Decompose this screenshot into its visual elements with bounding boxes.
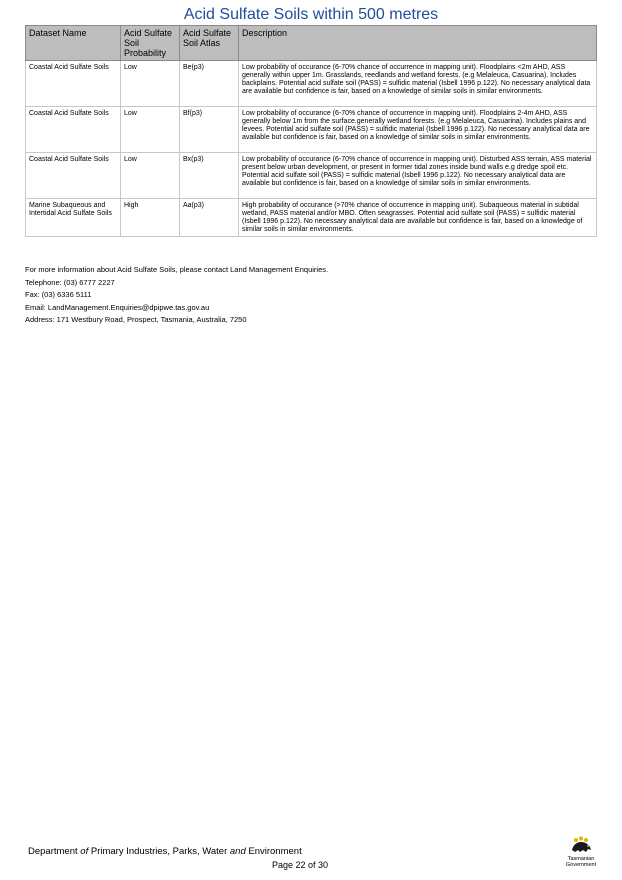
table-row [26,107,597,153]
page-title: Acid Sulfate Soils within 500 metres [183,6,439,23]
atlas-cell: Bf(p3) [180,107,239,153]
table-header-row [26,26,597,61]
column-header-description: Description [239,26,597,61]
contact-fax: Fax: (03) 6336 5111 [25,290,92,299]
contact-email: Email: LandManagement.Enquiries@dpipwe.tas.gov.au [25,302,210,312]
logo-text-line2: Government [565,862,597,868]
column-header-dataset-name: Dataset Name [26,26,121,61]
atlas-cell: Bx(p3) [180,153,239,199]
contact-address: Address: 171 Westbury Road, Prospect, Tasmania, Australia, 7250 [25,315,247,324]
atlas-cell: Aa(p3) [180,199,239,237]
atlas-cell: Be(p3) [180,61,239,107]
probability-cell: Low [121,153,180,199]
probability-cell: High [121,199,180,237]
column-header-atlas: Acid Sulfate Soil Atlas [180,26,239,61]
contact-telephone: Telephone: (03) 6777 2227 [25,277,115,287]
description-cell: High probability of occurance (>70% chance of occurrence in mapping unit). Subaqueous material in subtidal wetland, PASS material and/or MBO. Often seagrasses. Potential acid sulfate soil (PASS) = sulfidic material (Isbell 1996 p.122). No necessary analytical data are available but confidence is fair, based on a knowledge of similar soils in similar environments. [239,199,597,237]
probability-cell: Low [121,61,180,107]
table-row [26,199,597,237]
dataset-name-cell: Coastal Acid Sulfate Soils [26,107,121,153]
tasmanian-government-logo [556,836,606,874]
probability-cell: Low [121,107,180,153]
dataset-name-cell: Coastal Acid Sulfate Soils [26,153,121,199]
dataset-name-cell: Marine Subaqueous and Intertidal Acid Sulfate Soils [26,199,121,237]
acid-sulfate-soils-table [25,25,597,237]
column-header-probability: Acid Sulfate Soil Probability [121,26,180,61]
description-cell: Low probability of occurance (6-70% chance of occurrence in mapping unit). Floodplains 2-4m AHD, ASS generally below 1m from the surface.generally wetland forests. (e.g Melaleuca, Casuarina). Includes plains and levees. Potential acid sulfate soil (PASS) = sulfidic material (Isbell 1996 p.122). No necessary analytical data are available but confidence is fair, based on a knowledge of similar soils in similar environments. [239,107,597,153]
logo-text-line1: Tasmanian [567,856,595,862]
footer-department-name: Department of Primary Industries, Parks, Water and Environment [28,846,302,857]
description-cell: Low probability of occurance (6-70% chance of occurrence in mapping unit). Floodplains <2m AHD, ASS generally within upper 1m. Grasslands, reedlands and wetland forests. (e.g Melaleuca, Casuarina). Includes backplains. Potential acid sulfate soil (PASS) = sulfidic material (Isbell 1996 p.122). No necessary analytical data are available but confidence is fair, based on a knowledge of similar soils in similar environments. [239,61,597,107]
contact-intro: For more information about Acid Sulfate Soils, please contact Land Management Enquiries. [25,265,329,274]
tasmanian-devil-logo-icon [569,836,593,856]
description-cell: Low probability of occurance (6-70% chance of occurrence in mapping unit). Disturbed ASS terrain, ASS material present below urban development, or present in former tidal zones inside bund walls e.g dredge spoil etc. Potential acid sulfate soil (PASS) = sulfidic material (Isbell 1996 p.122). No necessary analytical data are available but confidence is fair, based on a knowledge of similar soils in similar environments. [239,153,597,199]
table-row [26,153,597,199]
contact-information [25,264,328,327]
table-row [26,61,597,107]
page-number: Page 22 of 30 [271,860,329,870]
dataset-name-cell: Coastal Acid Sulfate Soils [26,61,121,107]
